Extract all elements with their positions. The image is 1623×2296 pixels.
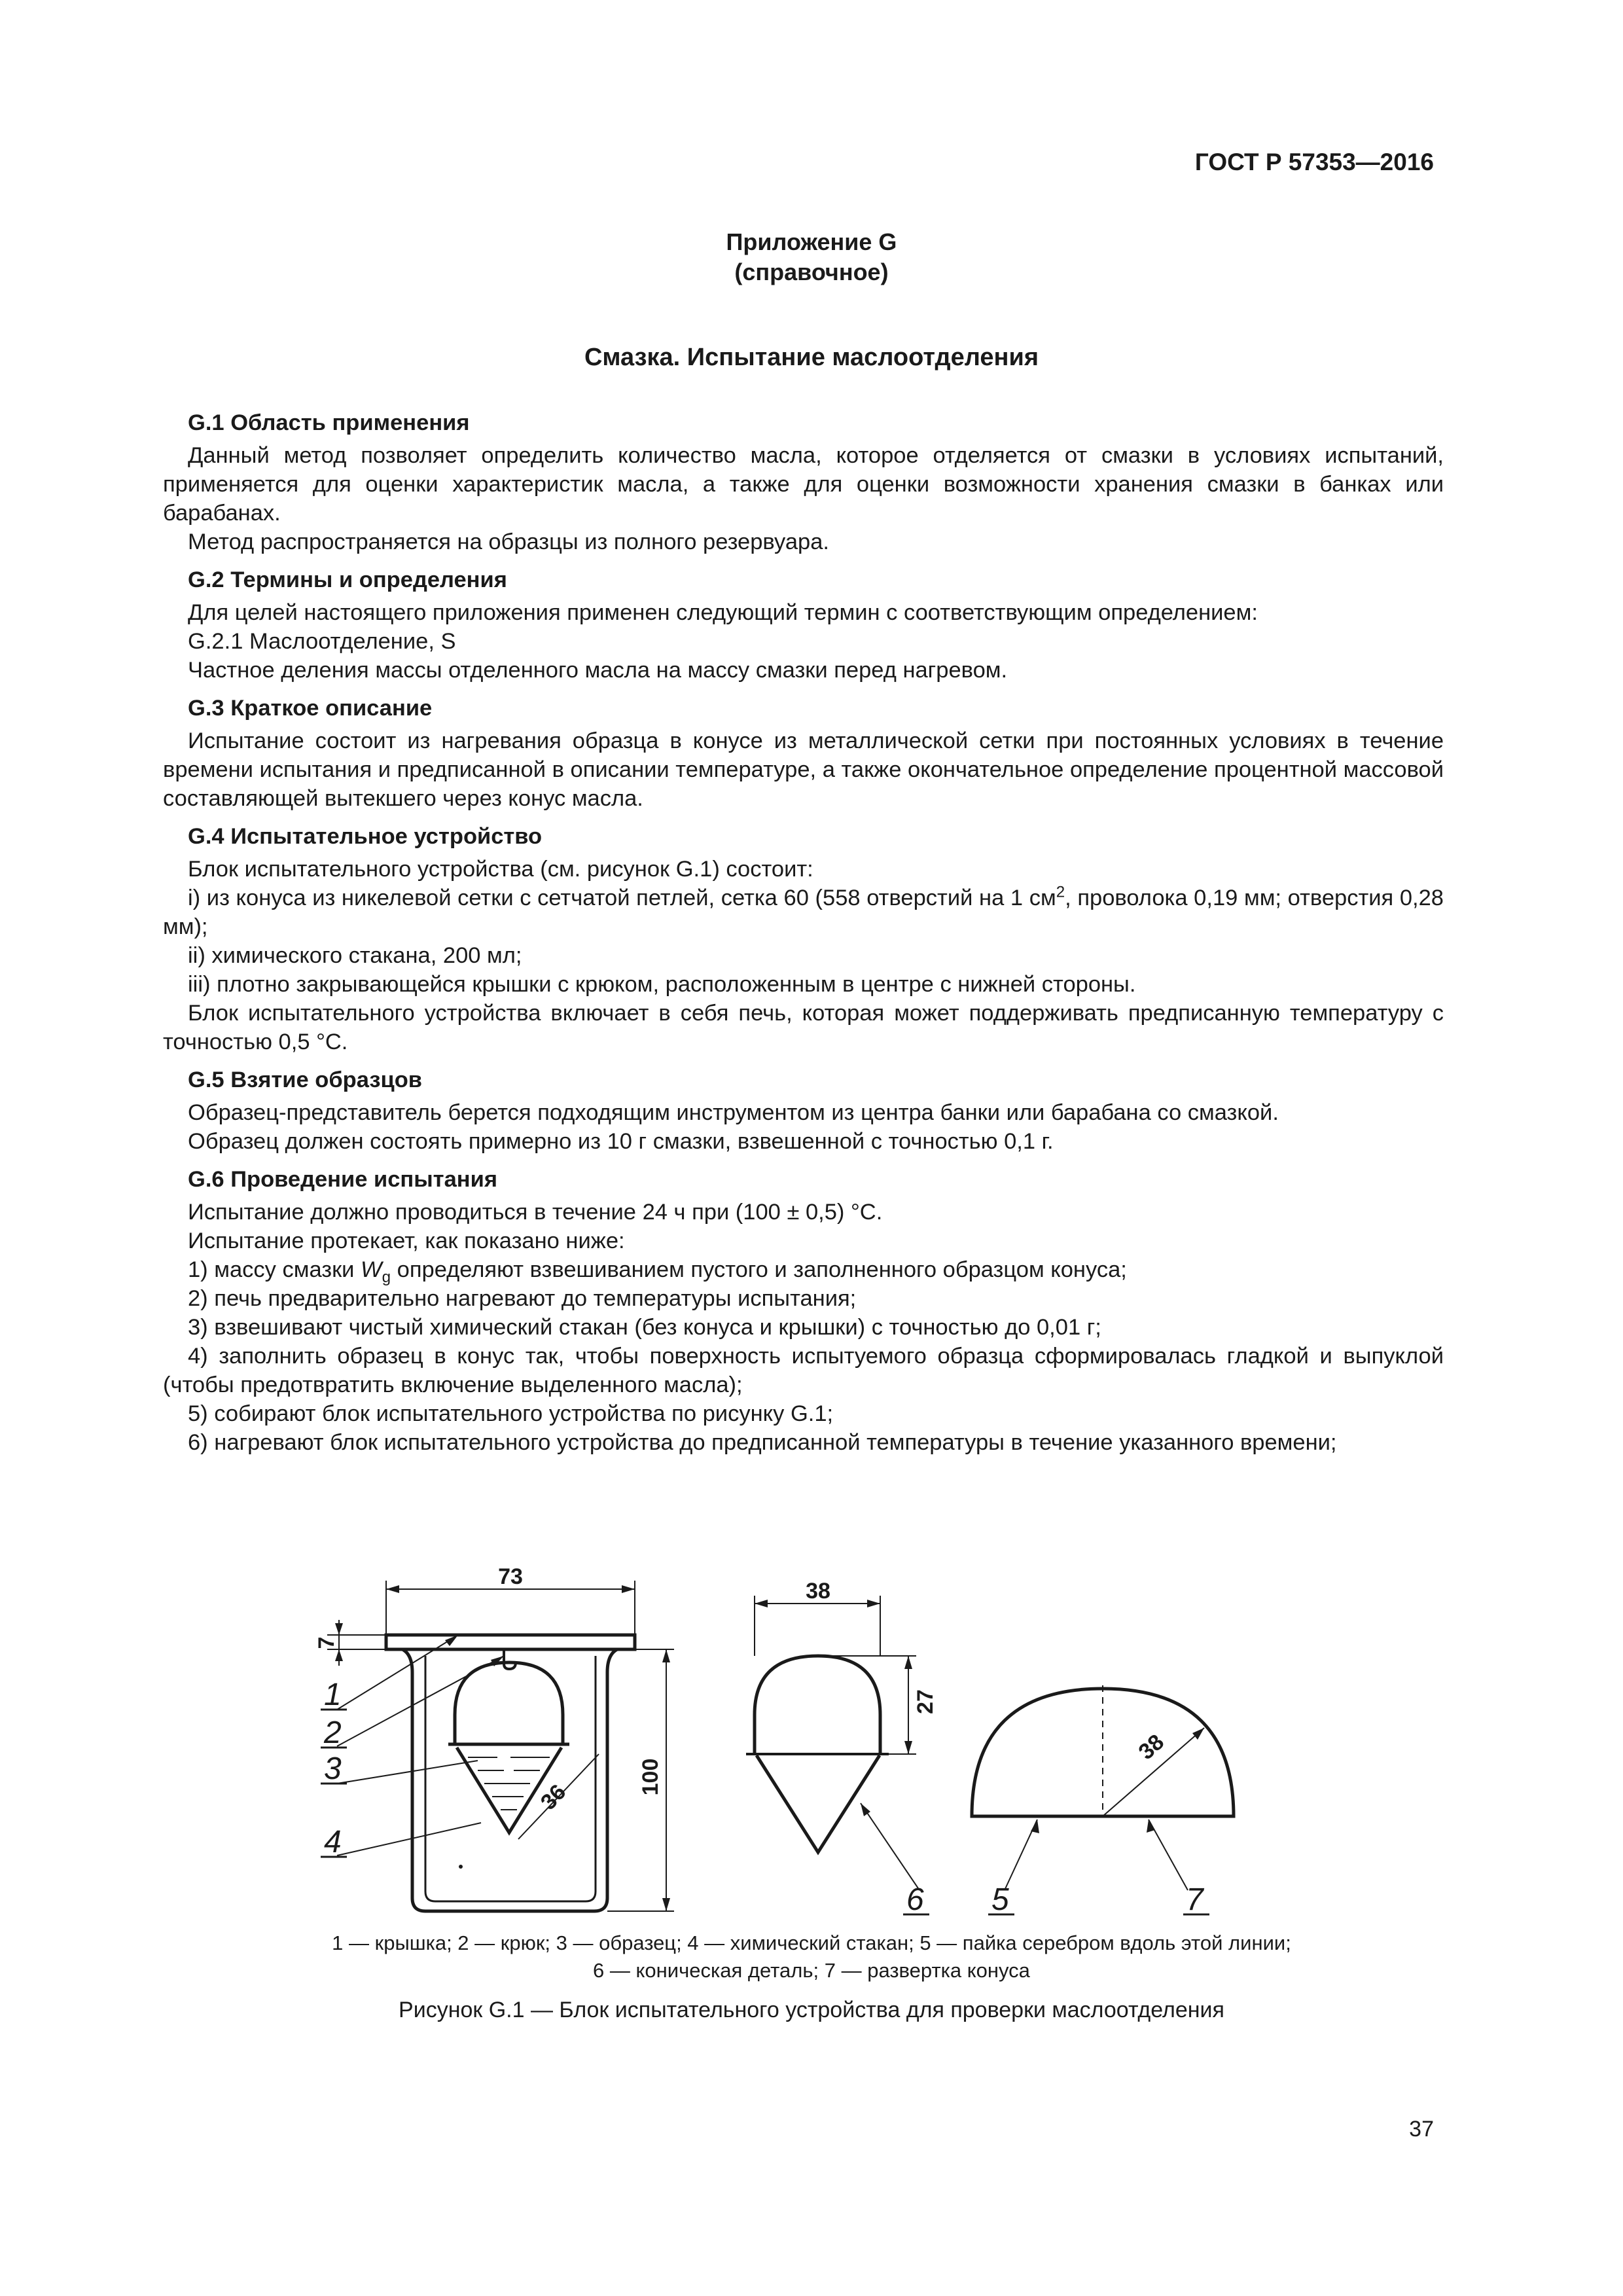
document-body: [163, 399, 1444, 1457]
list-item-text: i) из конуса из никелевой сетки с сетчатой петлей, сетка 60 (558 отверстий на 1 см: [188, 886, 1056, 910]
section-g5: [163, 1066, 1444, 1156]
section-g3: [163, 694, 1444, 813]
paragraph: Образец-представитель берется подходящим инструментом из центра банки или барабана со смазкой.: [188, 1100, 1279, 1125]
superscript: 2: [1056, 883, 1065, 901]
cone-arc: [455, 1662, 563, 1744]
paragraph: Испытание должно проводиться в течение 24 ч при (100 ± 0,5) °С.: [188, 1200, 883, 1225]
figure-legend-line2: 6 — коническая деталь; 7 — развертка конуса: [593, 1959, 1030, 1982]
list-item-text: , проволока 0,19 мм; отверстия 0,28 мм);: [163, 886, 1444, 939]
section-g4: [163, 822, 1444, 1056]
variable-w: W: [361, 1257, 382, 1282]
list-item: 4) заполнить образец в конус так, чтобы поверхность испытуемого образца сформировалась гладкой и выпуклой (чтобы предотвратить включение выделенного масла);: [163, 1344, 1444, 1397]
paragraph: Для целей настоящего приложения применен следующий термин с соответствующим определением:: [188, 600, 1258, 625]
cone-detail-arc: [755, 1656, 880, 1754]
label-7: 7: [1186, 1882, 1204, 1917]
page-title: Смазка. Испытание маслоотделения: [584, 344, 1039, 371]
label-4: 4: [324, 1825, 342, 1859]
paragraph: Данный метод позволяет определить количество масла, которое отделяется от смазки в условиях испытаний, применяется для оценки характеристик масла, а также для оценки возможности хранения смазки в банках или барабанах.: [163, 443, 1444, 526]
list-item-text: 1) массу смазки: [188, 1257, 361, 1282]
list-item-text: определяют взвешиванием пустого и заполненного образцом конуса;: [391, 1257, 1127, 1282]
section-heading: G.2 Термины и определения: [188, 567, 507, 592]
beaker-outer: [402, 1649, 617, 1911]
lid-shape: [386, 1635, 635, 1649]
dim-width: 73: [498, 1564, 523, 1589]
label-1: 1: [324, 1677, 342, 1712]
beaker-inner: [425, 1656, 596, 1901]
figure-g1-drawing: [288, 1558, 1335, 1918]
section-g2: [163, 565, 1444, 685]
list-item: iii) плотно закрывающейся крышки с крюком, расположенным в центре с нижней стороны.: [188, 972, 1136, 997]
section-heading: G.6 Проведение испытания: [188, 1167, 497, 1192]
dim-radius: 38: [1133, 1729, 1169, 1765]
dim-cone-width: 38: [806, 1579, 830, 1604]
section-heading: G.4 Испытательное устройство: [188, 824, 543, 849]
list-item: [163, 1255, 1444, 1284]
page-number: 37: [1409, 2117, 1434, 2142]
label-5: 5: [991, 1882, 1009, 1917]
section-heading: G.3 Краткое описание: [188, 696, 433, 721]
paragraph: Частное деления массы отделенного масла на массу смазки перед нагревом.: [188, 658, 1008, 683]
appendix-name: Приложение G: [726, 228, 897, 255]
figure-caption: Рисунок G.1 — Блок испытательного устройства для проверки маслоотделения: [399, 1998, 1224, 2022]
paragraph: Блок испытательного устройства (см. рисунок G.1) состоит:: [188, 857, 813, 882]
section-g6: [163, 1165, 1444, 1457]
list-item: 3) взвешивают чистый химический стакан (без конуса и крышки) с точностью до 0,01 г;: [188, 1315, 1101, 1340]
list-item: 5) собирают блок испытательного устройства по рисунку G.1;: [188, 1401, 834, 1426]
hook-shape: [504, 1649, 516, 1669]
list-item: [163, 884, 1444, 941]
section-g1: [163, 408, 1444, 556]
standard-number: ГОСТ Р 57353—2016: [1194, 149, 1434, 175]
dim-lid: 7: [314, 1636, 339, 1649]
section-heading: G.1 Область применения: [188, 410, 470, 435]
list-item: ii) химического стакана, 200 мл;: [188, 943, 522, 968]
label-3: 3: [324, 1751, 342, 1786]
list-item: 2) печь предварительно нагревают до температуры испытания;: [188, 1286, 857, 1311]
paragraph: Испытание состоит из нагревания образца в конусе из металлической сетки при постоянных условиях в течение времени испытания и предписанной в описании температуре, а также окончательное определение процентной массовой составляющей вытекшего через конус масла.: [163, 728, 1444, 811]
paragraph: Метод распространяется на образцы из полного резервуара.: [188, 529, 830, 554]
paragraph: Испытание протекает, как показано ниже:: [188, 1229, 625, 1253]
dim-cone-side: 36: [535, 1780, 571, 1815]
subscript: g: [382, 1268, 391, 1286]
label-2: 2: [324, 1715, 342, 1750]
figure-legend-line1: 1 — крышка; 2 — крюк; 3 — образец; 4 — химический стакан; 5 — пайка серебром вдоль этой линии;: [332, 1931, 1291, 1954]
dim-cone-depth: 27: [913, 1689, 938, 1714]
label-6: 6: [906, 1882, 924, 1917]
section-heading: G.5 Взятие образцов: [188, 1067, 422, 1092]
dim-height: 100: [638, 1758, 663, 1796]
appendix-type: (справочное): [734, 259, 889, 285]
term: G.2.1 Маслоотделение, S: [188, 629, 456, 654]
paragraph: Блок испытательного устройства включает в себя печь, которая может поддерживать предписанную температуру с точностью 0,5 °С.: [163, 1001, 1444, 1054]
list-item: 6) нагревают блок испытательного устройства до предписанной температуры в течение указанного времени;: [188, 1430, 1337, 1455]
paragraph: Образец должен состоять примерно из 10 г смазки, взвешенной с точностью 0,1 г.: [188, 1129, 1054, 1154]
